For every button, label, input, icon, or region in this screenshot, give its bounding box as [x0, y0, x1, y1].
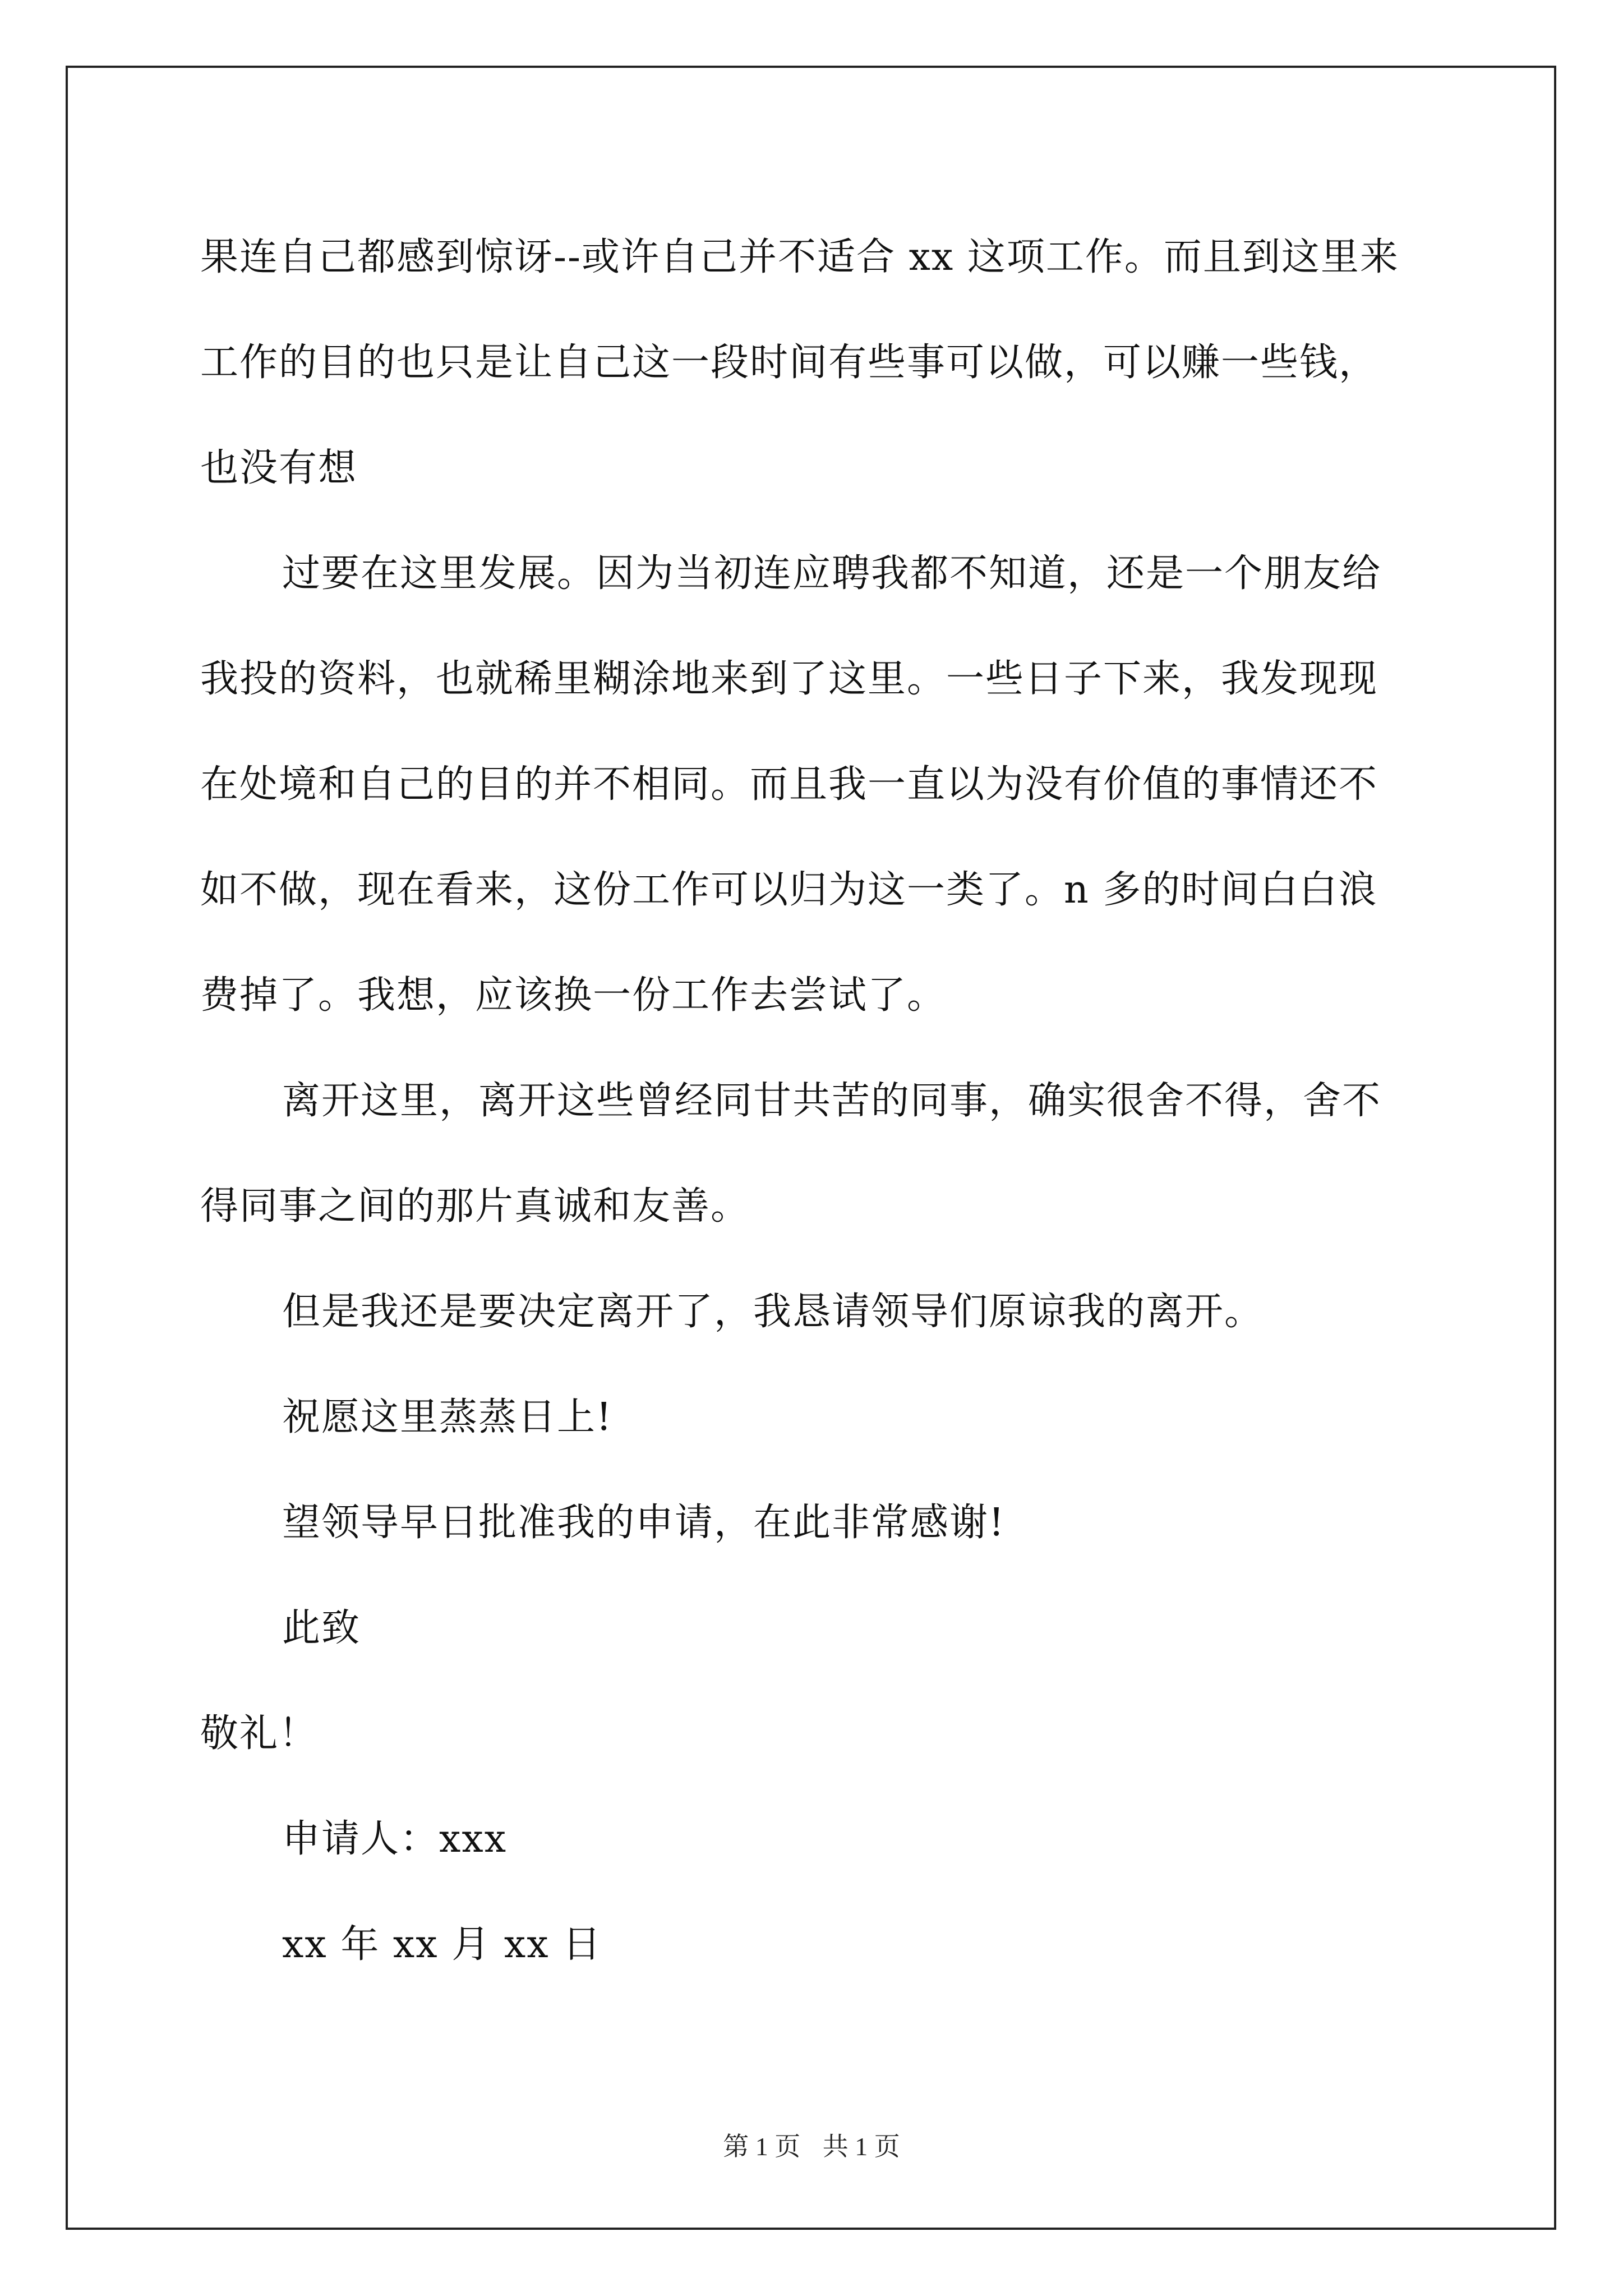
- text-line: 工作的目的也只是让自己这一段时间有些事可以做，可以赚一些钱，: [200, 341, 1378, 385]
- text-line: 过要在这里发展。因为当初连应聘我都不知道，还是一个朋友给: [282, 551, 1382, 596]
- salutation: 敬礼！: [200, 1711, 319, 1756]
- text-line: 果连自己都感到惊讶--或许自己并不适合 xx 这项工作。而且到这里来: [200, 235, 1399, 279]
- page-total: 共 1 页: [822, 2132, 900, 2161]
- text-line: 离开这里，离开这些曾经同甘共苦的同事，确实很舍不得，舍不: [282, 1079, 1382, 1123]
- text-line: 我投的资料，也就稀里糊涂地来到了这里。一些日子下来，我发现现: [200, 657, 1378, 701]
- applicant-name: 申请人：xxx: [282, 1817, 508, 1861]
- text-line: 费掉了。我想，应该换一份工作去尝试了。: [200, 973, 947, 1018]
- text-line: 如不做，现在看来，这份工作可以归为这一类了。n 多的时间白白浪: [200, 868, 1378, 912]
- text-line: 望领导早日批准我的申请，在此非常感谢!: [282, 1501, 1006, 1545]
- page-number: 第 1 页: [723, 2132, 801, 2161]
- text-line: 在处境和自己的目的并不相同。而且我一直以为没有价值的事情还不: [200, 762, 1378, 807]
- date-line: xx 年 xx 月 xx 日: [282, 1922, 602, 1967]
- text-line: 也没有想: [200, 446, 358, 490]
- letter-body: [200, 205, 1434, 1998]
- text-line: 得同事之间的那片真诚和友善。: [200, 1184, 750, 1228]
- closing-phrase: 此致: [282, 1606, 361, 1650]
- page-footer: [0, 2126, 1623, 2163]
- text-line: 但是我还是要决定离开了，我恳请领导们原谅我的离开。: [282, 1290, 1264, 1334]
- text-line: 祝愿这里蒸蒸日上!: [282, 1395, 613, 1439]
